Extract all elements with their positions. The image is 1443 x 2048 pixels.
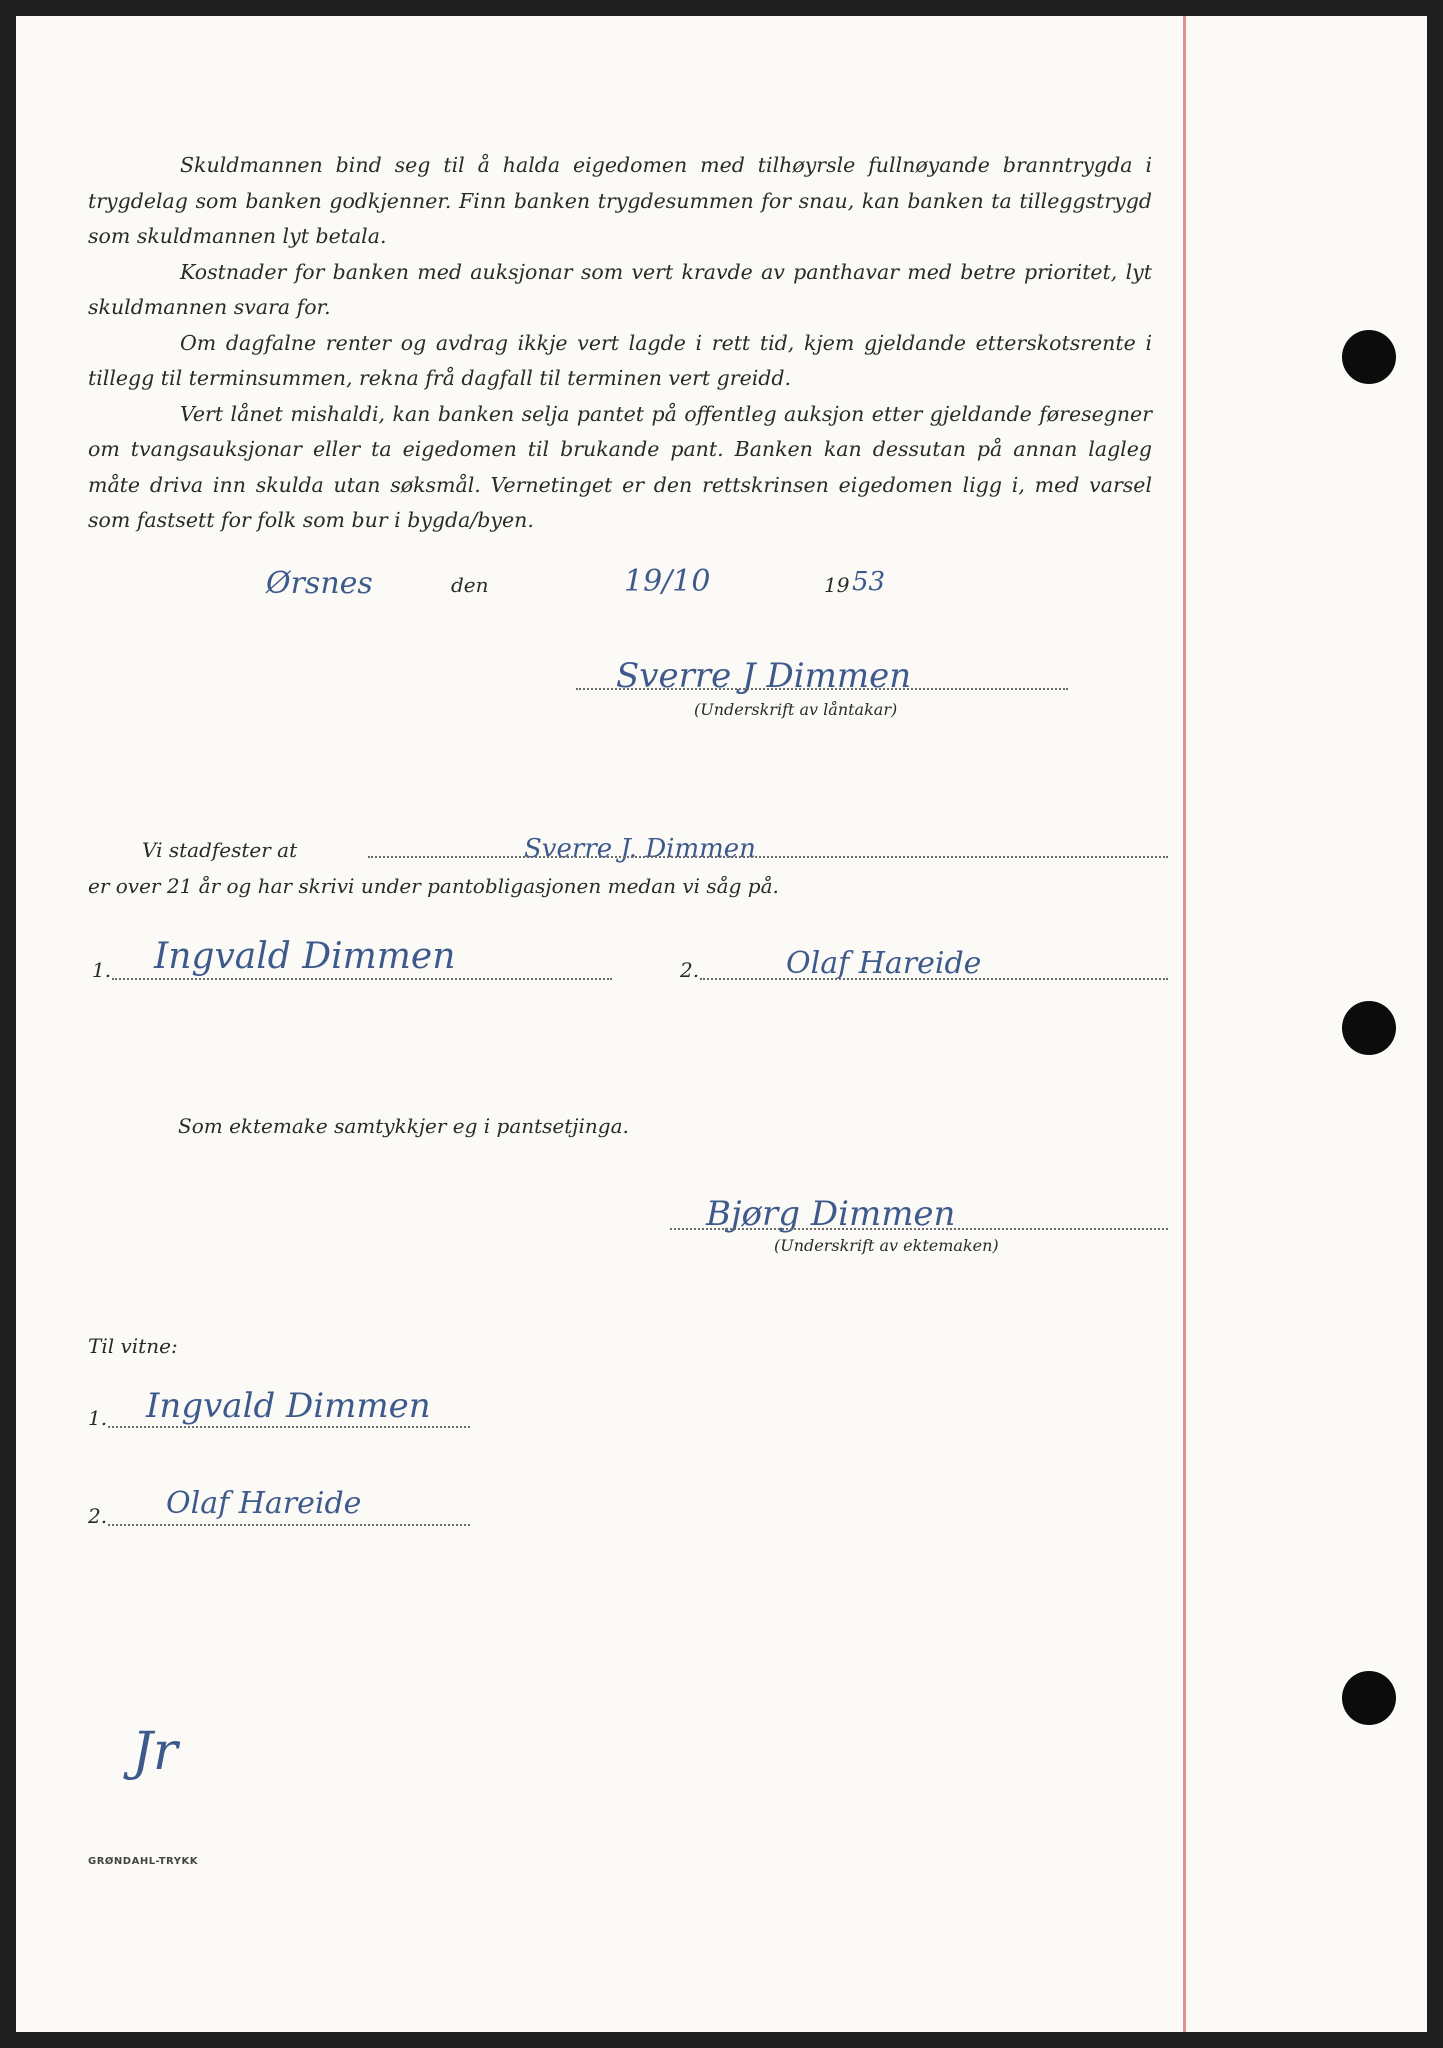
confirmation-witness-signature: Olaf Hareide bbox=[786, 946, 982, 981]
handwritten-initials: Jr bbox=[132, 1722, 178, 1782]
witness-signature: Olaf Hareide bbox=[166, 1486, 362, 1521]
punch-hole-icon bbox=[1342, 1001, 1396, 1055]
confirmation-witness-line bbox=[700, 978, 1168, 980]
date-handwritten: 19/10 bbox=[624, 564, 711, 599]
document-page bbox=[16, 16, 1427, 2032]
spouse-signature-line bbox=[670, 1228, 1168, 1230]
witness-number: 2. bbox=[88, 1504, 108, 1528]
spouse-signature: Bjørg Dimmen bbox=[706, 1194, 956, 1234]
red-margin-line bbox=[1183, 16, 1186, 2032]
year-prefix: 19 bbox=[824, 573, 850, 597]
punch-hole-icon bbox=[1342, 1671, 1396, 1725]
witnesses-title: Til vitne: bbox=[88, 1334, 178, 1358]
year-handwritten: 53 bbox=[852, 567, 886, 597]
terms-paragraph-default: Vert lånet mishaldi, kan banken selja pantet på offentleg auksjon etter gjeldande føresegner om tvangsauksjonar eller ta eigedomen til brukande pant. Banken kan dessutan på annan lagleg måte driva inn skulda utan søksmål. Vernetinget er den rettskrinsen eigedomen ligg i, med varsel som fastsett for folk som bur i bygda/byen. bbox=[88, 401, 1152, 532]
witness-signature: Ingvald Dimmen bbox=[146, 1386, 431, 1426]
borrower-signature: Sverre J Dimmen bbox=[616, 656, 912, 696]
terms-paragraph-insurance: Skuldmannen bind seg til å halda eigedomen med tilhøyrsle fullnøyande branntrygda i trygdelag som banken godkjenner. Finn banken trygdesummen for snau, kan banken ta tilleggstrygd som skuldmannen lyt betala. bbox=[88, 153, 1152, 248]
confirmation-witness-number: 1. bbox=[92, 958, 112, 982]
terms-paragraph-interest: Om dagfalne renter og avdrag ikkje vert lagde i rett tid, kjem gjeldande etterskotsrente i tillegg til terminsummen, rekna frå dagfall til terminen vert greidd. bbox=[88, 330, 1152, 390]
place-handwritten: Ørsnes bbox=[266, 566, 373, 601]
confirmation-intro: Vi stadfester at bbox=[142, 838, 298, 862]
confirmation-witness-number: 2. bbox=[680, 958, 700, 982]
witness-line bbox=[108, 1524, 470, 1526]
spouse-consent-text: Som ektemake samtykkjer eg i pantsetjinga. bbox=[178, 1114, 629, 1138]
confirmation-witness-signature: Ingvald Dimmen bbox=[154, 936, 456, 977]
confirmed-borrower-name: Sverre J. Dimmen bbox=[524, 834, 756, 864]
confirmation-witness-line bbox=[112, 978, 612, 980]
borrower-signature-caption: (Underskrift av låntakar) bbox=[694, 700, 898, 719]
terms-paragraph-costs: Kostnader for banken med auksjonar som vert kravde av panthavar med betre prioritet, lyt skuldmannen svara for. bbox=[88, 259, 1152, 319]
witness-number: 1. bbox=[88, 1406, 108, 1430]
spouse-signature-caption: (Underskrift av ektemaken) bbox=[774, 1236, 999, 1255]
punch-hole-icon bbox=[1342, 330, 1396, 384]
confirmation-name-line bbox=[368, 856, 1168, 858]
witness-line bbox=[108, 1426, 470, 1428]
printer-mark: GRØNDAHL-TRYKK bbox=[88, 1856, 198, 1867]
borrower-signature-line bbox=[576, 688, 1068, 690]
terms-text bbox=[88, 148, 1152, 539]
den-label: den bbox=[451, 573, 489, 597]
confirmation-statement: er over 21 år og har skrivi under pantobligasjonen medan vi såg på. bbox=[88, 874, 779, 898]
